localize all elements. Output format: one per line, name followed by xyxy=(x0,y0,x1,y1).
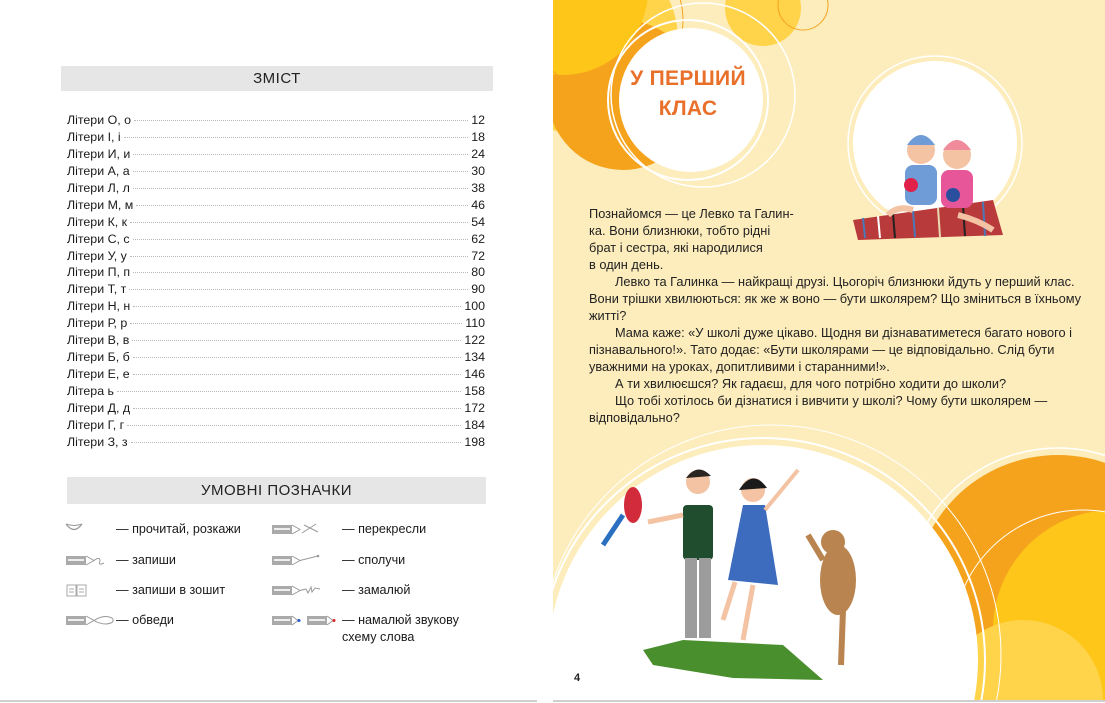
pencil-squiggle-icon xyxy=(64,552,116,568)
toc-entry-page: 110 xyxy=(465,316,485,331)
toc-entry xyxy=(67,163,485,180)
toc-entry-label: Літери Е, е xyxy=(67,367,130,382)
toc-entry-label: Літери О, о xyxy=(67,113,131,127)
page-title: У ПЕРШИЙ КЛАС xyxy=(630,67,746,120)
toc-leader-dots xyxy=(133,357,462,358)
pencil-blue-red-icon xyxy=(270,612,342,628)
toc-leader-dots xyxy=(130,323,462,324)
toc-entry xyxy=(67,281,485,298)
toc-leader-dots xyxy=(133,188,468,189)
toc-entry xyxy=(67,332,485,349)
right-page xyxy=(553,0,1105,702)
toc-leader-dots xyxy=(131,442,462,443)
toc-entry-label: Літера ь xyxy=(67,384,114,398)
toc-entry xyxy=(67,180,485,197)
toc-entry-label: Літери У, у xyxy=(67,248,127,263)
toc-entry-page: 30 xyxy=(471,163,485,178)
toc-entry xyxy=(67,366,485,383)
page-number: 4 xyxy=(574,672,581,684)
pencil-line-icon xyxy=(270,552,342,568)
toc-leader-dots xyxy=(127,425,461,426)
toc-entry-page: 198 xyxy=(464,434,485,449)
toc-entry-label: Літери Л, л xyxy=(67,180,130,195)
legend-item-connect: — сполучи xyxy=(270,552,405,569)
toc-entry xyxy=(67,146,485,163)
toc-leader-dots xyxy=(136,205,468,206)
open-book-icon xyxy=(64,582,116,598)
toc-entry-page: 54 xyxy=(471,214,485,229)
paragraph-friends: Левко та Галинка — найкращі друзі. Цьогоріч близнюки йдуть у перший клас. Вони трішки хвилюються: як же ж воно — бути школярем? Що зміниться в їхньому житті? xyxy=(589,274,1082,323)
toc-entry-label: Літери І, і xyxy=(67,129,121,144)
toc-entry-label: Літери Б, б xyxy=(67,350,130,365)
toc-entry xyxy=(67,417,485,434)
toc-entry-label: Літери К, к xyxy=(67,214,128,229)
toc-entry-page: 72 xyxy=(471,248,485,263)
toc-entry-label: Літери И, и xyxy=(67,146,131,161)
toc-entry xyxy=(67,400,485,417)
toc-entry-page: 146 xyxy=(464,367,485,382)
pencil-cross-icon xyxy=(270,521,342,537)
toc-entry-page: 38 xyxy=(471,180,485,195)
toc-leader-dots xyxy=(133,374,462,375)
toc-leader-dots xyxy=(130,256,468,257)
toc-leader-dots xyxy=(133,154,468,155)
toc-entry-label: Літери Д, д xyxy=(67,400,131,415)
toc-entry xyxy=(67,349,485,366)
toc-leader-dots xyxy=(133,272,468,273)
toc-header: ЗМІСТ xyxy=(61,66,493,91)
toc-entry xyxy=(67,264,485,281)
toc-leader-dots xyxy=(133,408,461,409)
toc-entry-page: 184 xyxy=(464,417,485,432)
legend-header: УМОВНІ ПОЗНАЧКИ xyxy=(67,477,486,504)
toc-entry-page: 24 xyxy=(471,146,485,161)
toc-entry xyxy=(67,214,485,231)
toc-entry-label: Літери Р, р xyxy=(67,316,128,331)
paragraph-intro: Познайомся — це Левко та Галин- ка. Вони близнюки, тобто рідні брат і сестра, які народилися в один день. xyxy=(589,206,794,272)
toc-entry xyxy=(67,129,485,146)
legend-item-trace: — обведи xyxy=(64,612,174,629)
toc-leader-dots xyxy=(130,222,468,223)
toc-entry xyxy=(67,383,485,400)
legend-item-sound-scheme: — намалюй звукову схему слова xyxy=(270,612,459,646)
toc-leader-dots xyxy=(134,120,468,121)
legend-item-cross-out: — перекресли xyxy=(270,521,426,538)
paragraph-parents: Мама каже: «У школі дуже цікаво. Щодня ви дізнаватиметеся багато нового і пізнавального!». Тато додає: «Бути школярами — це відповідально. Слід бути уважними на уроках, допитливими і старанними!». xyxy=(589,325,1073,374)
toc-leader-dots xyxy=(132,340,461,341)
toc-leader-dots xyxy=(117,391,461,392)
toc-entry-label: Літери П, п xyxy=(67,265,131,280)
toc-entry-label: Літери З, з xyxy=(67,434,128,449)
toc-entry-page: 18 xyxy=(471,129,485,144)
legend-item-read: — прочитай, розкажи xyxy=(64,521,241,538)
toc-entry-label: Літери В, в xyxy=(67,333,130,348)
toc-entry-page: 122 xyxy=(464,333,485,348)
toc-entry-page: 134 xyxy=(464,350,485,365)
story-text xyxy=(589,205,1089,426)
mouth-icon xyxy=(64,521,116,537)
toc-entry xyxy=(67,112,485,129)
toc-entry-page: 100 xyxy=(464,299,485,314)
toc-entry-label: Літери Н, н xyxy=(67,299,131,314)
toc-entry xyxy=(67,197,485,214)
paragraph-question-1: А ти хвилюєшся? Як гадаєш, для чого потрібно ходити до школи? xyxy=(615,376,1007,391)
legend-item-notebook: — запиши в зошит xyxy=(64,582,225,599)
legend-item-color-in: — замалюй xyxy=(270,582,410,599)
left-page xyxy=(0,0,537,702)
paragraph-question-2: Що тобі хотілось би дізнатися і вивчити у школі? Чому бути школярем — відповідально? xyxy=(589,393,1048,425)
toc-entry-label: Літери А, а xyxy=(67,163,130,178)
toc-entry-page: 46 xyxy=(471,197,485,212)
toc-leader-dots xyxy=(133,171,469,172)
toc-entry-label: Літери Т, т xyxy=(67,282,127,297)
toc-entry-page: 158 xyxy=(464,384,485,398)
toc-entry-label: Літери С, с xyxy=(67,231,130,246)
toc-leader-dots xyxy=(133,306,461,307)
toc-entry-label: Літери М, м xyxy=(67,197,134,212)
toc-leader-dots xyxy=(129,289,468,290)
toc-leader-dots xyxy=(133,239,469,240)
toc-entry-page: 90 xyxy=(471,282,485,297)
toc-entry xyxy=(67,434,485,451)
toc-entry-page: 172 xyxy=(464,400,485,415)
toc-entry xyxy=(67,298,485,315)
legend-item-write: — запиши xyxy=(64,552,176,569)
pencil-loop-icon xyxy=(64,612,116,628)
toc-entry-page: 80 xyxy=(471,265,485,280)
table-of-contents xyxy=(67,112,485,451)
toc-entry-page: 62 xyxy=(471,231,485,246)
toc-entry xyxy=(67,248,485,265)
pencil-scribble-icon xyxy=(270,582,342,598)
toc-entry xyxy=(67,231,485,248)
toc-entry-label: Літери Г, г xyxy=(67,417,125,432)
toc-entry-page: 12 xyxy=(471,113,485,127)
toc-entry xyxy=(67,315,485,332)
toc-leader-dots xyxy=(124,137,469,138)
